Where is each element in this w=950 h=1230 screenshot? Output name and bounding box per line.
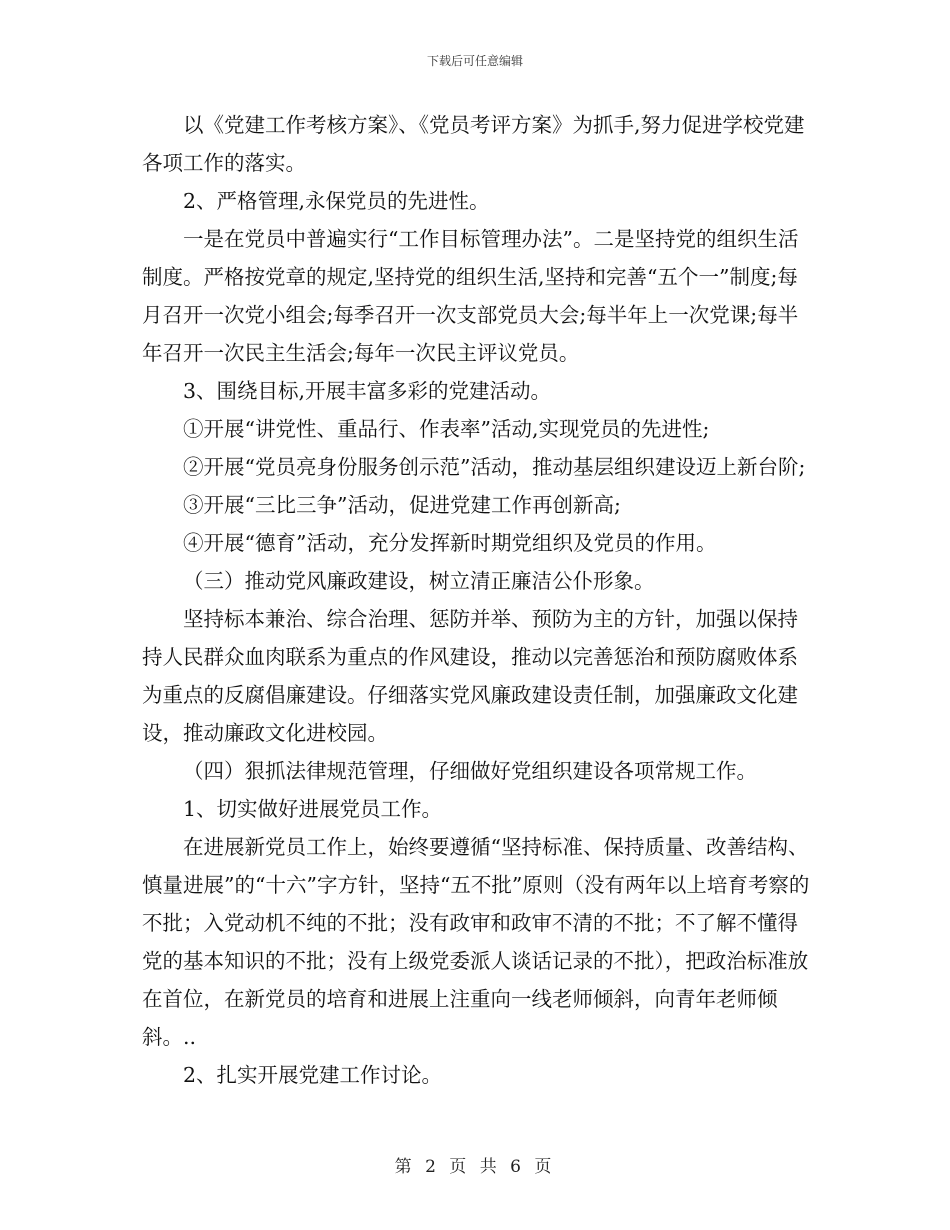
- paragraph-3: 一是在党员中普遍实行“工作目标管理办法”。二是坚持党的组织生活制度。严格按党章的规定,坚持党的组织生活,坚持和完善“五个一”制度;每月召开一次党小组会;每季召开一次支部党员大会;每半年上一次党课;每半年召开一次民主生活会;每年一次民主评议党员。: [142, 227, 799, 365]
- paragraph-4: 3、围绕目标,开展丰富多彩的党建活动。: [183, 379, 552, 403]
- paragraph-1: 以《党建工作考核方案》、《党员考评方案》为抓手,努力促进学校党建各项工作的落实。: [142, 113, 805, 175]
- paragraph-14: 2、扎实开展党建工作讨论。: [183, 1063, 443, 1087]
- page-header: 下载后可任意编辑: [426, 54, 523, 68]
- paragraph-8: ④开展“德育”活动，充分发挥新时期党组织及党员的作用。: [183, 531, 717, 555]
- paragraph-7: ③开展“三比三争”活动，促进党建工作再创新高;: [183, 493, 621, 517]
- paragraph-2: 2、严格管理,永保党员的先进性。: [183, 189, 490, 213]
- paragraph-13: 在进展新党员工作上，始终要遵循“坚持标准、保持质量、改善结构、慎量进展”的“十六”字方针，坚持“五不批”原则（没有两年以上培育考察的不批；入党动机不纯的不批；没有政审和政审不清的不批；不了解不懂得党的基本知识的不批；没有上级党委派人谈话记录的不批），把政治标准放在首位，在新党员的培育和进展上注重向一线老师倾斜，向青年老师倾斜。..: [142, 835, 810, 1049]
- page-number-footer: 第 2 页 共 6 页: [394, 1157, 556, 1177]
- paragraph-11: （四）狠抓法律规范管理，仔细做好党组织建设各项常规工作。: [183, 759, 757, 783]
- paragraph-10: 坚持标本兼治、综合治理、惩防并举、预防为主的方针，加强以保持持人民群众血肉联系为重点的作风建设，推动以完善惩治和预防腐败体系为重点的反腐倡廉建设。仔细落实党风廉政建设责任制，加强廉政文化建设，推动廉政文化进校园。: [142, 607, 798, 745]
- paragraph-6: ②开展“党员亮身份服务创示范”活动，推动基层组织建设迈上新台阶;: [183, 455, 806, 479]
- paragraph-12: 1、切实做好进展党员工作。: [183, 797, 443, 821]
- paragraph-9: （三）推动党风廉政建设，树立清正廉洁公仆形象。: [183, 569, 655, 593]
- paragraph-5: ①开展“讲党性、重品行、作表率”活动,实现党员的先进性;: [183, 417, 710, 441]
- document-body: [142, 106, 812, 1094]
